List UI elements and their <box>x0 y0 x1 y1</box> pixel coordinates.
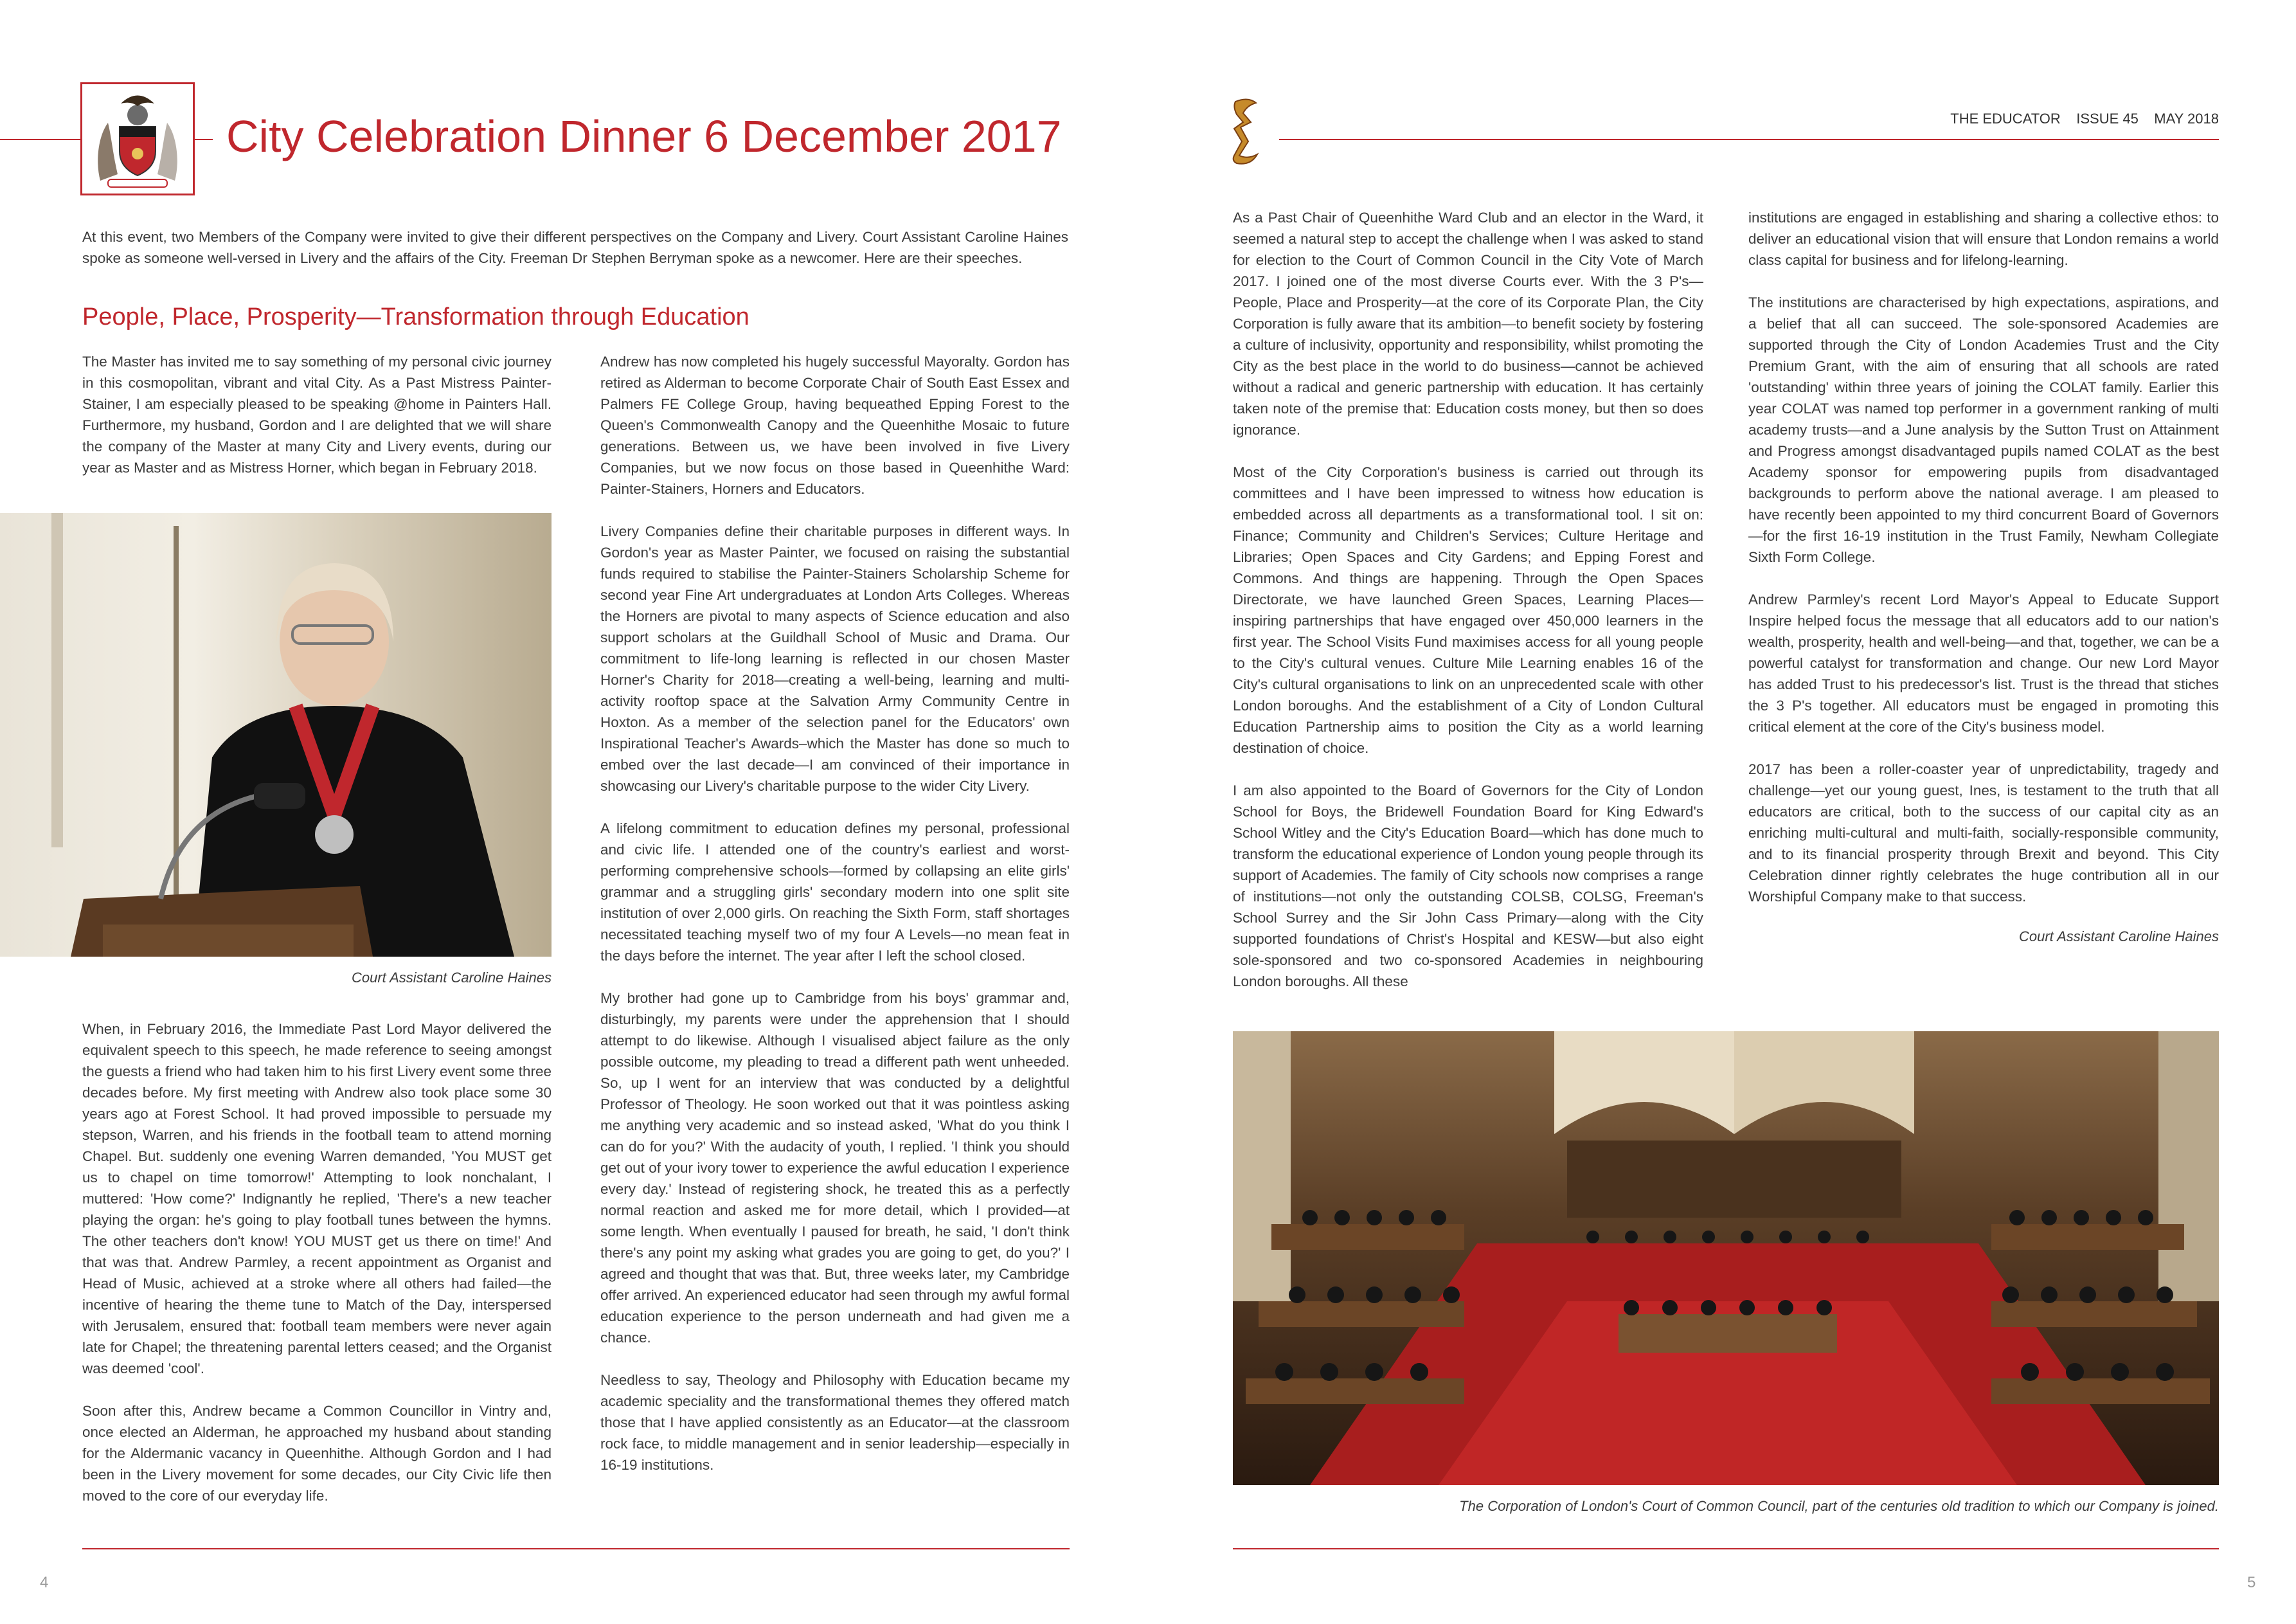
header-rule-right <box>1279 139 2219 140</box>
body-paragraph: A lifelong commitment to education defines my personal, professional and civic life. I attended one of the country's earliest and worst-performing comprehensive schools—formed by collapsing an elite girls' grammar and a struggling girls' secondary modern into one split site institution of over 2,000 girls. On reaching the Sixth Form, staff shortages necessitated teaching myself two of my four A Levels—no mean feat in the days before the internet. The year after I left the school closed. <box>600 820 1070 964</box>
body-paragraph: Livery Companies define their charitable purposes in different ways. In Gordon's year as Master Painter, we focused on raising the substantial funds required to stabilise the Painter-Stainers Scholarship Scheme for second year Fine Art undergraduates at London Arts Colleges. Whereas the Horners are pivotal to many aspects of Science education and also support scholars at the Guildhall School of Music and Drama. Our commitment to life-long learning is reflected in our chosen Master Horner's Charity for 2018—creating a well-being, learning and multi-activity rooftop space at the Salvation Army Community Centre in Hoxton. As a member of the selection panel for the Educators' own Inspirational Teacher's Awards–which the Master has done so much to embed over the last decade—I am convinced of their importance in showcasing our Livery's charitable purpose to the wider City Livery. <box>600 523 1070 794</box>
crest-icon <box>82 84 193 194</box>
educators-monogram-icon <box>1229 96 1262 168</box>
speaker-photo-caption: Court Assistant Caroline Haines <box>352 970 552 986</box>
educators-logo <box>1229 96 1262 168</box>
section-subheading: People, Place, Prosperity—Transformation through Education <box>82 303 749 330</box>
page-title: City Celebration Dinner 6 December 2017 <box>226 111 1062 161</box>
body-paragraph: Most of the City Corporation's business is carried out through its committees and I have been impressed to witness how education is embedded across all departments as a transformational tool. I sit on: Finance; Community and Children's Services; Culture Heritage and Libraries; Open Spaces and City Gardens; and Epping Forest and Commons. And things are happening. Through the Open Spaces Directorate, we have launched Green Spaces, Learning Places—inspiring partnerships that have engaged over 450,000 learners in the first year. The School Visits Fund maximises access for all young people to the City's cultural venues. Culture Mile Learning enables 16 of the City's cultural organisations to link on an unprecedented scale with other London boroughs. And the establishment of a City of London Cultural Education Partnership aims to position the City as a world learning destination of choice. <box>1233 464 1703 756</box>
speaker-photo <box>0 513 552 957</box>
council-chamber-photo <box>1233 1031 2219 1485</box>
right-column-4 <box>1748 207 2219 959</box>
body-paragraph: My brother had gone up to Cambridge from his boys' grammar and, disturbingly, my parents were under the apprehension that I should attempt to do likewise. Although I visualised abject failure as the only possible outcome, my pleading to tread a different path went unheeded. So, up I went for an interview that was conducted by a delightful Professor of Theology. He soon worked out that it was pointless asking me anything very academic and so instead asked, 'What do you think I can do for you?' With the audacity of youth, I replied. 'I think you should get out of your ivory tower to experience the awful education I experience every day.' Instead of registering shock, he treated this as a perfectly normal reaction and asked me for more detail, which I provided—at some length. When eventually I paused for breath, he said, 'I don't think there's any point my asking what grades you are going to get, do you?' I agreed and thought that was that. But, three weeks later, my Cambridge offer arrived. An experienced educator had seen through my awful formal education experience to the person underneath and had given me a chance. <box>600 990 1070 1346</box>
body-paragraph: Andrew Parmley's recent Lord Mayor's Appeal to Educate Support Inspire helped focus the message that all educators add to our nation's wealth, prosperity, health and well-being—and that, together, we can be a powerful catalyst for transformation and change. Our new Lord Mayor has added Trust to his predecessor's list. Trust is the thread that stiches the 3 P's together. All educators must be engaged in promoting this critical element at the core of the City's business model. <box>1748 591 2219 735</box>
body-paragraph: As a Past Chair of Queenhithe Ward Club and an elector in the Ward, it seemed a natural step to accept the challenge when I was asked to stand for election to the Court of Common Council in the City Vote of March 2017. I joined one of the most diverse Courts ever. With the 3 P's—People, Place and Prosperity—at the core of its Corporate Plan, the City Corporation is fully aware that its ambition—to benefit society by fostering a culture of inclusivity, opportunity and responsibility, whilst promoting the City as the best place in the world to do business—cannot be achieved without a radical and generic partnership with education. It has certainly taken note of the premise that: Education costs money, but then so does ignorance. <box>1233 210 1703 438</box>
header-rule-left <box>0 139 80 140</box>
signature: Court Assistant Caroline Haines <box>2019 928 2219 944</box>
body-paragraph: The Master has invited me to say something of my personal civic journey in this cosmopolitan, vibrant and vital City. As a Past Mistress Painter-Stainer, I am especially pleased to be speaking @home in Painters Hall. Furthermore, my husband, Gordon and I are delighted that we will share the company of the Master at many City and Livery events, during our year as Master and as Mistress Horner, which began in February 2018. <box>82 354 552 476</box>
page-number-right: 5 <box>2247 1574 2256 1591</box>
body-paragraph: I am also appointed to the Board of Governors for the City of London School for Boys, the Bridewell Foundation Board for King Edward's School Witley and the City's Education Board—which has done much to transform the educational experience of London young people through its support of Academies. The family of City schools now comprises a range of institutions—not only the outstanding COLSB, COLSG, Freeman's School Surrey and the Sir John Cass Primary—along with the City supported foundations of Christ's Hospital and KESW—but also eight sole-sponsored and two co-sponsored Academies in neighbouring London boroughs. All these <box>1233 782 1703 989</box>
right-column-3 <box>1233 207 1703 992</box>
page-number-left: 4 <box>40 1574 49 1591</box>
masthead <box>1890 111 2219 127</box>
intro-paragraph: At this event, two Members of the Company were invited to give their different perspectives on the Company and Livery. Court Assistant Caroline Haines spoke as someone well-versed in Livery and the affairs of the City. Freeman Dr Stephen Berryman spoke as a newcomer. Here are their speeches. <box>82 229 1068 266</box>
masthead-issue: ISSUE 45 <box>2076 111 2139 127</box>
body-paragraph: institutions are engaged in establishing and sharing a collective ethos: to deliver an educational vision that will ensure that London remains a world class capital for business and for lifelong-learning. <box>1748 210 2219 268</box>
header-rule-left-b <box>195 139 213 140</box>
left-column-top <box>82 351 552 478</box>
body-paragraph: Andrew has now completed his hugely successful Mayoralty. Gordon has retired as Alderman to become Corporate Chair of South East Essex and Palmers FE College Group, having bequeathed Epping Forest to the Queen's Commonwealth Canopy and the Queenhithe Mosaic to future generations. Between us, we have been involved in five Livery Companies, but we now focus on those based in Queenhithe Ward: Painter-Stainers, Horners and Educators. <box>600 354 1070 497</box>
masthead-publication: THE EDUCATOR <box>1950 111 2061 127</box>
company-crest-logo <box>80 82 195 195</box>
footer-rule-right <box>1233 1548 2219 1549</box>
left-column-bottom <box>82 1018 552 1506</box>
body-paragraph: Needless to say, Theology and Philosophy with Education became my academic speciality and the transformational themes they offered match those that I have applied consistently as an Educator—at the classroom rock face, to middle management and in senior leadership—especially in 16-19 institutions. <box>600 1372 1070 1473</box>
body-paragraph: Soon after this, Andrew became a Common Councillor in Vintry and, once elected an Alderman, he approached my husband about standing for the Aldermanic vacancy in Queenhithe. Although Gordon and I had been in the Livery movement for some decades, our City Civic life then moved to the core of our everyday life. <box>82 1403 552 1504</box>
body-paragraph: The institutions are characterised by high expectations, aspirations, and a belief that all can succeed. The sole-sponsored Academies are supported through the City of London Academies Trust and the City Premium Grant, with the aim of ensuring that all schools are rated 'outstanding' within three years of joining the COLAT family. Earlier this year COLAT was named top performer in a government ranking of multi academy trusts—and a June analysis by the Sutton Trust on Attainment and Progress amongst disadvantaged pupils named COLAT as the best Academy sponsor for empowering pupils from disadvantaged backgrounds to perform above the national average. I am pleased to have recently been appointed to my third concurrent Board of Governors—for the first 16-19 institution in the Trust Family, Newham Collegiate Sixth Form College. <box>1748 294 2219 565</box>
body-paragraph: When, in February 2016, the Immediate Past Lord Mayor delivered the equivalent speech to this speech, he made reference to seeing amongst the guests a friend who had taken him to his first Livery event some three decades before. My first meeting with Andrew also took place some 30 years ago at Forest School. It had proved impossible to persuade my stepson, Warren, and his friends in the football team to attend morning Chapel. But. suddenly one evening Warren demanded, 'You MUST get us to chapel on time tomorrow!' Attempting to look nonchalant, I muttered: 'How come?' Indignantly he replied, 'There's a new teacher playing the organ: he's going to play football tunes between the hymns. The other teachers don't know! YOU MUST get us there on time!' And that was that. Andrew Parmley, a recent appointment as Organist and Head of Music, achieved at a stroke where all others had failed—the incentive of hearing the theme tune to Match of the Day, interspersed with Jerusalem, ensured that: football team members were never again late for Chapel; the threatening parental letters ceased; and the Organist was deemed 'cool'. <box>82 1021 552 1376</box>
masthead-date: MAY 2018 <box>2154 111 2219 127</box>
footer-rule-left <box>82 1548 1070 1549</box>
body-paragraph: 2017 has been a roller-coaster year of unpredictability, tragedy and challenge—yet our young guest, Ines, is testament to the truth that all educators are critical, both to the success of our capital city as an enriching multi-cultural and multi-faith, socially-responsible community, and to its financial prosperity through Brexit and beyond. This City Celebration dinner rightly celebrates the huge contribution all in our Worshipful Company make to that success. <box>1748 761 2219 905</box>
chamber-photo-caption: The Corporation of London's Court of Common Council, part of the centuries old tradition to which our Company is joined. <box>1459 1498 2219 1514</box>
left-column-2 <box>600 351 1070 1475</box>
